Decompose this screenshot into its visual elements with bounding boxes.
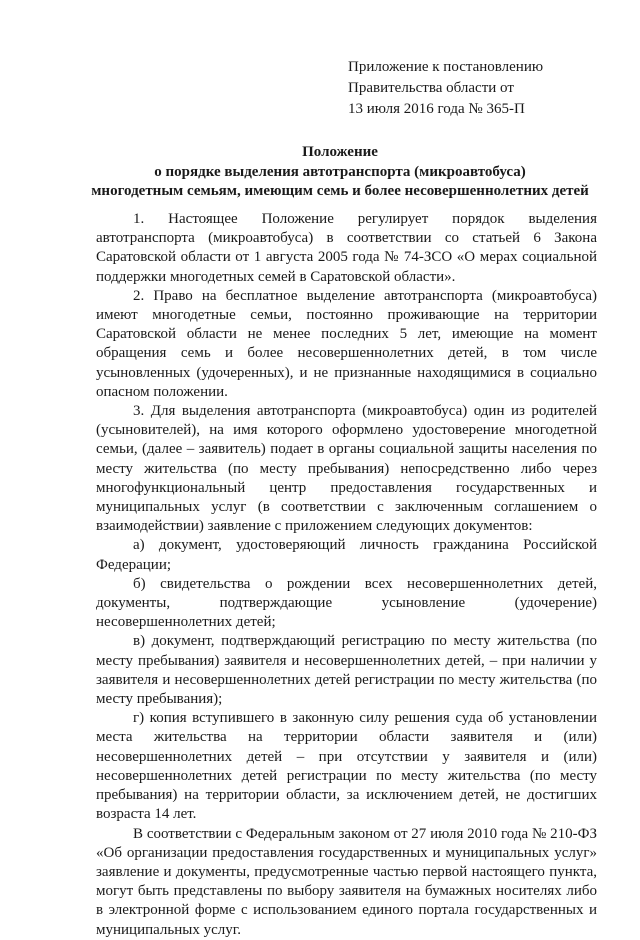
paragraph-3-note: В соответствии с Федеральным законом от 27 июля 2010 года № 210-ФЗ «Об организации предоставления государственных и муниципальных услуг» заявление и документы, предусмотренные частью первой настоящего пункта, могут быть представлены по выбору заявителя на бумажных носителях либо в электронной форме с использованием единого портала государственных и муниципальных услуг. xyxy=(96,825,597,938)
appendix-line: Правительства области от xyxy=(348,80,514,96)
paragraph-2: 2. Право на бесплатное выделение автотранспорта (микроавтобуса) имеют многодетные семьи, постоянно проживающие на территории Саратовской области не менее последних 5 лет, имеющие на момент обращения семь и более несовершеннолетних детей, в том числе усыновленных (удочеренных), и не признанные находящимися в социально опасном положении. xyxy=(96,287,597,400)
paragraph-3: 3. Для выделения автотранспорта (микроавтобуса) один из родителей (усыновителей), на имя которого оформлено удостоверение многодетной семьи, (далее – заявитель) подает в органы социальной защиты населения по месту жительства (по месту пребывания) непосредственно либо через многофункциональный центр предоставления государственных и муниципальных услуг (в соответствии с заключенным соглашением о взаимодействии) заявление с приложением следующих документов: xyxy=(96,403,597,535)
title-line: многодетным семьям, имеющим семь и более несовершеннолетних детей xyxy=(91,183,589,199)
document-title xyxy=(80,143,600,202)
paragraph-3c: в) документ, подтверждающий регистрацию по месту жительства (по месту пребывания) заявителя и несовершеннолетних детей, – при наличии у заявителя и несовершеннолетних детей регистрации по месту жительства (по месту пребывания); xyxy=(96,633,597,708)
paragraph-3d: г) копия вступившего в законную силу решения суда об установлении места жительства на территории области заявителя и (или) несовершеннолетних детей – при отсутствии у заявителя и (или) несовершеннолетних детей регистрации по месту жительства (по месту пребывания) на территории области, за исключением детей, не достигших возраста 14 лет. xyxy=(96,710,597,823)
paragraph-1: 1. Настоящее Положение регулирует порядок выделения автотранспорта (микроавтобуса) в соответствии со статьей 6 Закона Саратовской области от 1 августа 2005 года № 74-ЗСО «О мерах социальной поддержки многодетных семей в Саратовской области». xyxy=(96,211,597,285)
appendix-header xyxy=(348,57,618,120)
paragraph-3b: б) свидетельства о рождении всех несовершеннолетних детей, документы, подтверждающие усыновление (удочерение) несовершеннолетних детей; xyxy=(96,575,597,631)
appendix-line: Приложение к постановлению xyxy=(348,59,544,75)
document-body xyxy=(96,210,597,940)
title-line: Положение xyxy=(302,144,378,160)
appendix-line: 13 июля 2016 года № 365-П xyxy=(348,101,525,117)
paragraph-3a: а) документ, удостоверяющий личность гражданина Российской Федерации; xyxy=(96,537,597,573)
title-line: о порядке выделения автотранспорта (микроавтобуса) xyxy=(154,163,526,180)
